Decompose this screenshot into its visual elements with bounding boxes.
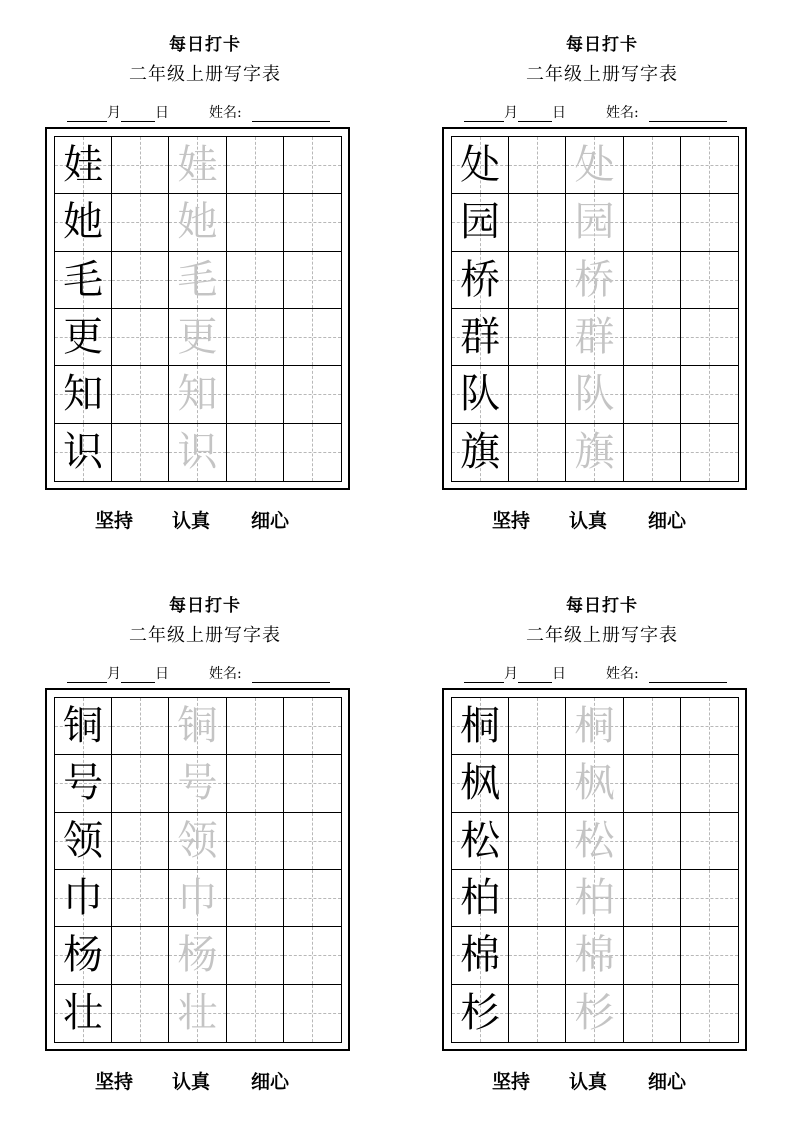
model-character: 知	[63, 371, 104, 418]
practice-card-3	[45, 561, 365, 1093]
grid-row	[452, 698, 738, 755]
writing-frame	[442, 127, 747, 490]
date-name-line	[464, 663, 727, 683]
model-cell	[452, 698, 509, 754]
blank-practice-cell[interactable]	[112, 985, 169, 1042]
month-label: 月	[504, 666, 518, 682]
blank-practice-cell[interactable]	[227, 698, 284, 754]
motto-persist: 坚持	[95, 510, 134, 532]
trace-character: 旗	[574, 429, 615, 476]
trace-cell	[566, 698, 623, 754]
model-cell	[452, 424, 509, 481]
trace-character: 处	[574, 142, 615, 189]
blank-practice-cell[interactable]	[681, 698, 738, 754]
trace-cell	[566, 927, 623, 983]
blank-practice-cell[interactable]	[227, 252, 284, 308]
blank-practice-cell[interactable]	[624, 137, 681, 193]
grid-row	[452, 424, 738, 481]
name-blank[interactable]	[252, 107, 330, 122]
trace-cell	[169, 985, 226, 1042]
trace-cell	[169, 424, 226, 481]
blank-practice-cell[interactable]	[509, 755, 566, 811]
name-blank[interactable]	[252, 668, 330, 683]
blank-practice-cell[interactable]	[284, 137, 341, 193]
model-character: 队	[460, 371, 501, 418]
blank-practice-cell[interactable]	[227, 137, 284, 193]
model-cell	[452, 366, 509, 422]
blank-practice-cell[interactable]	[284, 698, 341, 754]
model-character: 杉	[460, 990, 501, 1037]
model-cell	[452, 755, 509, 811]
day-label: 日	[155, 666, 169, 682]
blank-practice-cell[interactable]	[509, 366, 566, 422]
model-character: 桥	[460, 256, 501, 303]
motto-careful: 认真	[172, 1071, 211, 1093]
trace-character: 号	[177, 760, 218, 807]
model-character: 松	[460, 817, 501, 864]
trace-character: 柏	[574, 875, 615, 922]
trace-cell	[169, 366, 226, 422]
grid-row	[55, 698, 341, 755]
name-blank[interactable]	[649, 107, 727, 122]
trace-cell	[169, 813, 226, 869]
model-character: 铜	[63, 703, 104, 750]
model-cell	[55, 424, 112, 481]
model-cell	[452, 194, 509, 250]
blank-practice-cell[interactable]	[284, 252, 341, 308]
blank-practice-cell[interactable]	[624, 366, 681, 422]
grid-row	[55, 755, 341, 812]
day-label: 日	[552, 105, 566, 121]
model-character: 娃	[63, 142, 104, 189]
blank-practice-cell[interactable]	[624, 194, 681, 250]
trace-cell	[566, 870, 623, 926]
grid-row	[452, 813, 738, 870]
grid-row	[55, 366, 341, 423]
blank-practice-cell[interactable]	[681, 813, 738, 869]
trace-cell	[566, 194, 623, 250]
model-cell	[452, 309, 509, 365]
trace-character: 壮	[177, 990, 218, 1037]
trace-cell	[566, 309, 623, 365]
grid-row	[452, 309, 738, 366]
trace-cell	[566, 813, 623, 869]
model-cell	[55, 813, 112, 869]
model-cell	[55, 194, 112, 250]
blank-practice-cell[interactable]	[681, 252, 738, 308]
blank-practice-cell[interactable]	[112, 927, 169, 983]
trace-cell	[566, 252, 623, 308]
month-blank[interactable]	[67, 668, 107, 683]
writing-grid	[451, 697, 739, 1043]
card-subtitle: 二年级上册写字表	[526, 64, 678, 85]
trace-character: 更	[177, 314, 218, 361]
day-blank[interactable]	[518, 107, 552, 122]
blank-practice-cell[interactable]	[284, 755, 341, 811]
writing-grid	[54, 136, 342, 482]
trace-character: 桐	[574, 703, 615, 750]
writing-frame	[45, 127, 350, 490]
blank-practice-cell[interactable]	[624, 755, 681, 811]
grid-row	[452, 137, 738, 194]
blank-practice-cell[interactable]	[681, 927, 738, 983]
trace-cell	[566, 366, 623, 422]
motto-meticulous: 细心	[251, 1071, 290, 1093]
name-label: 姓名:	[606, 105, 639, 121]
trace-cell	[566, 985, 623, 1042]
model-cell	[55, 309, 112, 365]
blank-practice-cell[interactable]	[284, 366, 341, 422]
blank-practice-cell[interactable]	[284, 309, 341, 365]
month-label: 月	[107, 666, 121, 682]
blank-practice-cell[interactable]	[227, 366, 284, 422]
name-label: 姓名:	[209, 666, 242, 682]
blank-practice-cell[interactable]	[509, 194, 566, 250]
grid-row	[55, 309, 341, 366]
blank-practice-cell[interactable]	[227, 424, 284, 481]
blank-practice-cell[interactable]	[509, 870, 566, 926]
trace-character: 群	[574, 314, 615, 361]
blank-practice-cell[interactable]	[624, 698, 681, 754]
blank-practice-cell[interactable]	[624, 252, 681, 308]
name-blank[interactable]	[649, 668, 727, 683]
card-title: 每日打卡	[566, 35, 638, 55]
blank-practice-cell[interactable]	[681, 137, 738, 193]
model-cell	[55, 698, 112, 754]
model-character: 棉	[460, 932, 501, 979]
blank-practice-cell[interactable]	[112, 755, 169, 811]
trace-character: 园	[574, 199, 615, 246]
blank-practice-cell[interactable]	[227, 309, 284, 365]
blank-practice-cell[interactable]	[509, 309, 566, 365]
date-name-line	[67, 663, 330, 683]
writing-grid	[451, 136, 739, 482]
grid-row	[55, 137, 341, 194]
day-label: 日	[155, 105, 169, 121]
trace-character: 枫	[574, 760, 615, 807]
model-character: 毛	[63, 256, 104, 303]
blank-practice-cell[interactable]	[624, 813, 681, 869]
model-character: 园	[460, 199, 501, 246]
model-character: 识	[63, 429, 104, 476]
month-label: 月	[107, 105, 121, 121]
grid-row	[452, 194, 738, 251]
blank-practice-cell[interactable]	[284, 927, 341, 983]
blank-practice-cell[interactable]	[624, 424, 681, 481]
blank-practice-cell[interactable]	[509, 137, 566, 193]
trace-cell	[566, 424, 623, 481]
blank-practice-cell[interactable]	[112, 252, 169, 308]
blank-practice-cell[interactable]	[681, 985, 738, 1042]
model-character: 柏	[460, 875, 501, 922]
month-blank[interactable]	[464, 668, 504, 683]
blank-practice-cell[interactable]	[112, 194, 169, 250]
date-name-line	[67, 102, 330, 122]
blank-practice-cell[interactable]	[509, 698, 566, 754]
motto-careful: 认真	[569, 510, 608, 532]
motto-meticulous: 细心	[251, 510, 290, 532]
model-character: 她	[63, 199, 104, 246]
blank-practice-cell[interactable]	[227, 194, 284, 250]
writing-grid	[54, 697, 342, 1043]
trace-cell	[169, 252, 226, 308]
trace-character: 毛	[177, 256, 218, 303]
trace-cell	[169, 309, 226, 365]
day-label: 日	[552, 666, 566, 682]
practice-card-4	[442, 561, 762, 1093]
blank-practice-cell[interactable]	[624, 309, 681, 365]
writing-frame	[442, 688, 747, 1051]
trace-cell	[566, 137, 623, 193]
blank-practice-cell[interactable]	[284, 194, 341, 250]
trace-cell	[169, 870, 226, 926]
card-title: 每日打卡	[169, 35, 241, 55]
date-name-line	[464, 102, 727, 122]
model-cell	[55, 366, 112, 422]
model-cell	[55, 927, 112, 983]
month-blank[interactable]	[67, 107, 107, 122]
blank-practice-cell[interactable]	[681, 194, 738, 250]
blank-practice-cell[interactable]	[509, 927, 566, 983]
model-cell	[452, 927, 509, 983]
motto-persist: 坚持	[492, 510, 531, 532]
card-title: 每日打卡	[566, 596, 638, 616]
trace-character: 巾	[177, 875, 218, 922]
blank-practice-cell[interactable]	[112, 870, 169, 926]
model-character: 领	[63, 817, 104, 864]
grid-row	[55, 985, 341, 1042]
practice-card-1	[45, 0, 365, 532]
model-cell	[452, 252, 509, 308]
trace-character: 铜	[177, 703, 218, 750]
day-blank[interactable]	[121, 107, 155, 122]
trace-cell	[169, 698, 226, 754]
motto-careful: 认真	[172, 510, 211, 532]
writing-frame	[45, 688, 350, 1051]
grid-row	[452, 985, 738, 1042]
name-label: 姓名:	[209, 105, 242, 121]
trace-character: 杨	[177, 932, 218, 979]
trace-character: 松	[574, 817, 615, 864]
blank-practice-cell[interactable]	[227, 927, 284, 983]
model-character: 桐	[460, 703, 501, 750]
day-blank[interactable]	[121, 668, 155, 683]
card-subtitle: 二年级上册写字表	[526, 625, 678, 646]
blank-practice-cell[interactable]	[509, 813, 566, 869]
trace-cell	[169, 927, 226, 983]
blank-practice-cell[interactable]	[227, 870, 284, 926]
trace-character: 她	[177, 199, 218, 246]
model-cell	[55, 870, 112, 926]
blank-practice-cell[interactable]	[509, 985, 566, 1042]
blank-practice-cell[interactable]	[681, 755, 738, 811]
blank-practice-cell[interactable]	[624, 985, 681, 1042]
grid-row	[55, 870, 341, 927]
trace-character: 知	[177, 371, 218, 418]
model-character: 壮	[63, 990, 104, 1037]
model-character: 旗	[460, 429, 501, 476]
model-character: 群	[460, 314, 501, 361]
blank-practice-cell[interactable]	[284, 870, 341, 926]
blank-practice-cell[interactable]	[681, 870, 738, 926]
model-cell	[452, 985, 509, 1042]
model-character: 巾	[63, 875, 104, 922]
blank-practice-cell[interactable]	[509, 252, 566, 308]
grid-row	[452, 927, 738, 984]
blank-practice-cell[interactable]	[227, 985, 284, 1042]
model-character: 更	[63, 314, 104, 361]
month-blank[interactable]	[464, 107, 504, 122]
motto-meticulous: 细心	[648, 1071, 687, 1093]
card-subtitle: 二年级上册写字表	[129, 64, 281, 85]
blank-practice-cell[interactable]	[227, 813, 284, 869]
trace-character: 棉	[574, 932, 615, 979]
blank-practice-cell[interactable]	[681, 366, 738, 422]
blank-practice-cell[interactable]	[112, 424, 169, 481]
card-subtitle: 二年级上册写字表	[129, 625, 281, 646]
blank-practice-cell[interactable]	[681, 309, 738, 365]
blank-practice-cell[interactable]	[284, 424, 341, 481]
motto-persist: 坚持	[492, 1071, 531, 1093]
motto-meticulous: 细心	[648, 510, 687, 532]
trace-character: 桥	[574, 256, 615, 303]
motto-careful: 认真	[569, 1071, 608, 1093]
model-character: 枫	[460, 760, 501, 807]
trace-character: 领	[177, 817, 218, 864]
day-blank[interactable]	[518, 668, 552, 683]
grid-row	[452, 252, 738, 309]
practice-card-2	[442, 0, 762, 532]
blank-practice-cell[interactable]	[112, 698, 169, 754]
grid-row	[55, 252, 341, 309]
blank-practice-cell[interactable]	[112, 137, 169, 193]
grid-row	[55, 927, 341, 984]
model-cell	[55, 985, 112, 1042]
motto-persist: 坚持	[95, 1071, 134, 1093]
month-label: 月	[504, 105, 518, 121]
model-cell	[452, 137, 509, 193]
blank-practice-cell[interactable]	[112, 813, 169, 869]
blank-practice-cell[interactable]	[112, 366, 169, 422]
blank-practice-cell[interactable]	[624, 927, 681, 983]
trace-cell	[169, 137, 226, 193]
blank-practice-cell[interactable]	[624, 870, 681, 926]
grid-row	[55, 813, 341, 870]
grid-row	[55, 194, 341, 251]
blank-practice-cell[interactable]	[112, 309, 169, 365]
model-cell	[55, 252, 112, 308]
model-cell	[452, 870, 509, 926]
trace-cell	[169, 755, 226, 811]
card-title: 每日打卡	[169, 596, 241, 616]
name-label: 姓名:	[606, 666, 639, 682]
model-character: 处	[460, 142, 501, 189]
trace-character: 杉	[574, 990, 615, 1037]
trace-character: 识	[177, 429, 218, 476]
grid-row	[55, 424, 341, 481]
blank-practice-cell[interactable]	[284, 813, 341, 869]
blank-practice-cell[interactable]	[284, 985, 341, 1042]
model-cell	[452, 813, 509, 869]
model-character: 杨	[63, 932, 104, 979]
model-cell	[55, 755, 112, 811]
trace-character: 队	[574, 371, 615, 418]
model-cell	[55, 137, 112, 193]
trace-character: 娃	[177, 142, 218, 189]
grid-row	[452, 755, 738, 812]
blank-practice-cell[interactable]	[227, 755, 284, 811]
blank-practice-cell[interactable]	[681, 424, 738, 481]
trace-cell	[566, 755, 623, 811]
blank-practice-cell[interactable]	[509, 424, 566, 481]
grid-row	[452, 366, 738, 423]
model-character: 号	[63, 760, 104, 807]
grid-row	[452, 870, 738, 927]
trace-cell	[169, 194, 226, 250]
